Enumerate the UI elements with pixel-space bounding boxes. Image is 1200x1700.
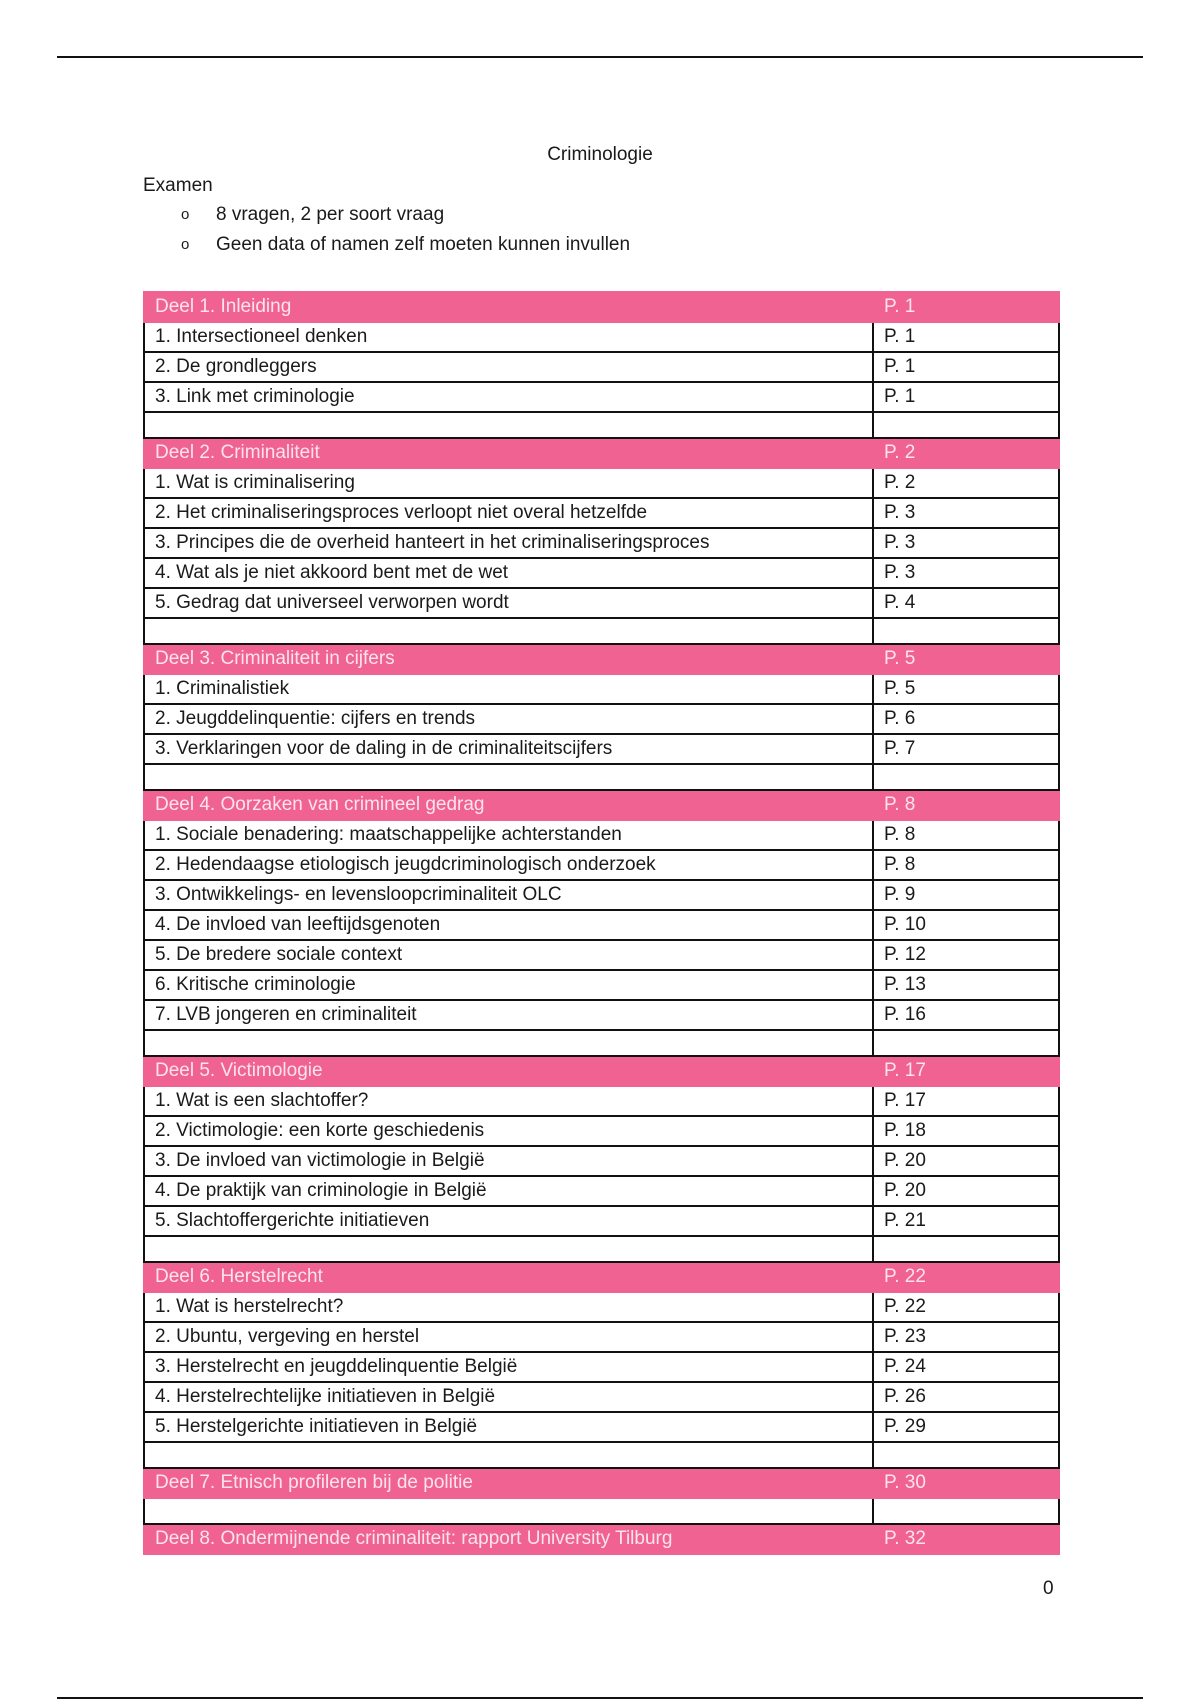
- toc-item-row: [144, 498, 1059, 528]
- toc-spacer-cell: [873, 1236, 1059, 1262]
- toc-spacer-cell: [873, 1030, 1059, 1056]
- toc-item-row: [144, 1352, 1059, 1382]
- toc-spacer-row: [144, 618, 1059, 644]
- toc-item-row: [144, 704, 1059, 734]
- toc-item-row: [144, 382, 1059, 412]
- toc-section-row: [144, 1468, 1059, 1498]
- toc-item-page: P. 13: [873, 970, 1059, 1000]
- toc-item-title: 5. Gedrag dat universeel verworpen wordt: [144, 588, 873, 618]
- toc-item-page: P. 7: [873, 734, 1059, 764]
- toc-item-row: [144, 1382, 1059, 1412]
- toc-item-title: 2. Jeugddelinquentie: cijfers en trends: [144, 704, 873, 734]
- exam-bullet-text: 8 vragen, 2 per soort vraag: [216, 204, 445, 225]
- toc-section-page: P. 22: [873, 1262, 1059, 1292]
- toc-section-page: P. 1: [873, 292, 1059, 322]
- toc-spacer-cell: [873, 412, 1059, 438]
- toc-item-page: P. 3: [873, 498, 1059, 528]
- toc-item-row: [144, 674, 1059, 704]
- toc-item-title: 5. Slachtoffergerichte initiatieven: [144, 1206, 873, 1236]
- toc-item-page: P. 29: [873, 1412, 1059, 1442]
- toc-section-title: Deel 6. Herstelrecht: [144, 1262, 873, 1292]
- toc-item-row: [144, 880, 1059, 910]
- toc-section-page: P. 5: [873, 644, 1059, 674]
- toc-item-title: 2. Ubuntu, vergeving en herstel: [144, 1322, 873, 1352]
- toc-item-title: 1. Intersectioneel denken: [144, 322, 873, 352]
- toc-item-title: 5. De bredere sociale context: [144, 940, 873, 970]
- toc-item-title: 1. Wat is criminalisering: [144, 468, 873, 498]
- toc-spacer-cell: [873, 1442, 1059, 1468]
- toc-item-page: P. 2: [873, 468, 1059, 498]
- toc-item-title: 7. LVB jongeren en criminaliteit: [144, 1000, 873, 1030]
- toc-item-row: [144, 352, 1059, 382]
- toc-item-page: P. 6: [873, 704, 1059, 734]
- toc-item-page: P. 10: [873, 910, 1059, 940]
- toc-item-row: [144, 1206, 1059, 1236]
- toc-section-title: Deel 5. Victimologie: [144, 1056, 873, 1086]
- toc-item-page: P. 1: [873, 322, 1059, 352]
- toc-item-page: P. 5: [873, 674, 1059, 704]
- toc-item-page: P. 18: [873, 1116, 1059, 1146]
- toc-item-title: 1. Wat is herstelrecht?: [144, 1292, 873, 1322]
- toc-item-row: [144, 322, 1059, 352]
- toc-spacer-cell: [144, 412, 873, 438]
- toc-item-row: [144, 558, 1059, 588]
- toc-section-title: Deel 2. Criminaliteit: [144, 438, 873, 468]
- toc-item-title: 4. Wat als je niet akkoord bent met de wet: [144, 558, 873, 588]
- toc-item-page: P. 12: [873, 940, 1059, 970]
- toc-section-row: [144, 644, 1059, 674]
- toc-section-page: P. 32: [873, 1524, 1059, 1554]
- toc-item-title: 3. Verklaringen voor de daling in de criminaliteitscijfers: [144, 734, 873, 764]
- toc-item-row: [144, 734, 1059, 764]
- toc-section-row: [144, 292, 1059, 322]
- toc-item-row: [144, 528, 1059, 558]
- toc-item-row: [144, 910, 1059, 940]
- toc-item-title: 2. De grondleggers: [144, 352, 873, 382]
- bullet-circle-icon: o: [181, 236, 190, 253]
- toc-item-title: 3. De invloed van victimologie in België: [144, 1146, 873, 1176]
- toc-item-row: [144, 970, 1059, 1000]
- toc-item-title: 2. Hedendaagse etiologisch jeugdcriminologisch onderzoek: [144, 850, 873, 880]
- toc-item-title: 3. Ontwikkelings- en levensloopcriminaliteit OLC: [144, 880, 873, 910]
- toc-spacer-cell: [144, 1442, 873, 1468]
- toc-item-page: P. 20: [873, 1176, 1059, 1206]
- toc-item-page: P. 1: [873, 382, 1059, 412]
- toc-item-title: 1. Criminalistiek: [144, 674, 873, 704]
- toc-item-title: 2. Het criminaliseringsproces verloopt niet overal hetzelfde: [144, 498, 873, 528]
- toc-item-title: 2. Victimologie: een korte geschiedenis: [144, 1116, 873, 1146]
- toc-section-page: P. 17: [873, 1056, 1059, 1086]
- toc-item-title: 3. Principes die de overheid hanteert in het criminaliseringsproces: [144, 528, 873, 558]
- toc-section-title: Deel 4. Oorzaken van crimineel gedrag: [144, 790, 873, 820]
- toc-section-title: Deel 8. Ondermijnende criminaliteit: rapport University Tilburg: [144, 1524, 873, 1554]
- toc-spacer-cell: [873, 1498, 1059, 1524]
- toc-item-page: P. 23: [873, 1322, 1059, 1352]
- toc-item-title: 1. Sociale benadering: maatschappelijke achterstanden: [144, 820, 873, 850]
- toc-section-page: P. 2: [873, 438, 1059, 468]
- toc-spacer-row: [144, 1236, 1059, 1262]
- exam-bullet: [143, 204, 630, 234]
- toc-spacer-cell: [144, 618, 873, 644]
- toc-item-page: P. 8: [873, 850, 1059, 880]
- toc-item-title: 3. Link met criminologie: [144, 382, 873, 412]
- footer-rule: [57, 1697, 1143, 1699]
- toc-item-page: P. 21: [873, 1206, 1059, 1236]
- toc-item-row: [144, 588, 1059, 618]
- toc-section-row: [144, 1524, 1059, 1554]
- header-rule: [57, 56, 1143, 58]
- toc-spacer-row: [144, 764, 1059, 790]
- toc-item-title: 4. Herstelrechtelijke initiatieven in België: [144, 1382, 873, 1412]
- toc-item-row: [144, 850, 1059, 880]
- toc-spacer-cell: [873, 764, 1059, 790]
- toc-item-title: 3. Herstelrecht en jeugddelinquentie België: [144, 1352, 873, 1382]
- toc-item-row: [144, 468, 1059, 498]
- toc-item-row: [144, 1086, 1059, 1116]
- toc-spacer-row: [144, 1030, 1059, 1056]
- toc-item-row: [144, 1412, 1059, 1442]
- toc-section-row: [144, 438, 1059, 468]
- toc-section-row: [144, 1056, 1059, 1086]
- exam-bullet: [143, 234, 630, 264]
- toc-item-title: 4. De invloed van leeftijdsgenoten: [144, 910, 873, 940]
- toc-item-row: [144, 940, 1059, 970]
- toc-item-row: [144, 1176, 1059, 1206]
- toc-item-title: 1. Wat is een slachtoffer?: [144, 1086, 873, 1116]
- toc-item-page: P. 17: [873, 1086, 1059, 1116]
- toc-section-row: [144, 790, 1059, 820]
- toc-item-title: 6. Kritische criminologie: [144, 970, 873, 1000]
- toc-section-row: [144, 1262, 1059, 1292]
- toc-spacer-row: [144, 1442, 1059, 1468]
- toc-item-page: P. 1: [873, 352, 1059, 382]
- toc-spacer-cell: [144, 1030, 873, 1056]
- toc-spacer-cell: [144, 1236, 873, 1262]
- toc-item-row: [144, 1322, 1059, 1352]
- page-number: 0: [1043, 1578, 1054, 1599]
- exam-heading: Examen: [143, 175, 213, 196]
- toc-item-title: 5. Herstelgerichte initiatieven in België: [144, 1412, 873, 1442]
- toc-item-page: P. 22: [873, 1292, 1059, 1322]
- toc-item-page: P. 16: [873, 1000, 1059, 1030]
- toc-section-page: P. 8: [873, 790, 1059, 820]
- toc-item-row: [144, 1292, 1059, 1322]
- toc-item-page: P. 3: [873, 558, 1059, 588]
- toc-item-title: 4. De praktijk van criminologie in België: [144, 1176, 873, 1206]
- toc-spacer-cell: [873, 618, 1059, 644]
- toc-item-row: [144, 1000, 1059, 1030]
- toc-item-page: P. 3: [873, 528, 1059, 558]
- toc-spacer-row: [144, 1498, 1059, 1524]
- toc-item-page: P. 4: [873, 588, 1059, 618]
- toc-item-row: [144, 1116, 1059, 1146]
- toc-item-page: P. 26: [873, 1382, 1059, 1412]
- toc-item-page: P. 24: [873, 1352, 1059, 1382]
- table-of-contents: [143, 291, 1060, 1555]
- toc-spacer-cell: [144, 1498, 873, 1524]
- toc-item-page: P. 9: [873, 880, 1059, 910]
- toc-section-page: P. 30: [873, 1468, 1059, 1498]
- toc-item-page: P. 20: [873, 1146, 1059, 1176]
- exam-bullet-list: [143, 204, 630, 264]
- toc-spacer-row: [144, 412, 1059, 438]
- document-title: Criminologie: [547, 144, 653, 165]
- toc-section-title: Deel 7. Etnisch profileren bij de politie: [144, 1468, 873, 1498]
- exam-bullet-text: Geen data of namen zelf moeten kunnen invullen: [216, 234, 631, 255]
- toc-item-row: [144, 1146, 1059, 1176]
- toc-item-row: [144, 820, 1059, 850]
- toc-item-page: P. 8: [873, 820, 1059, 850]
- toc-spacer-cell: [144, 764, 873, 790]
- toc-section-title: Deel 1. Inleiding: [144, 292, 873, 322]
- toc-section-title: Deel 3. Criminaliteit in cijfers: [144, 644, 873, 674]
- bullet-circle-icon: o: [181, 206, 190, 223]
